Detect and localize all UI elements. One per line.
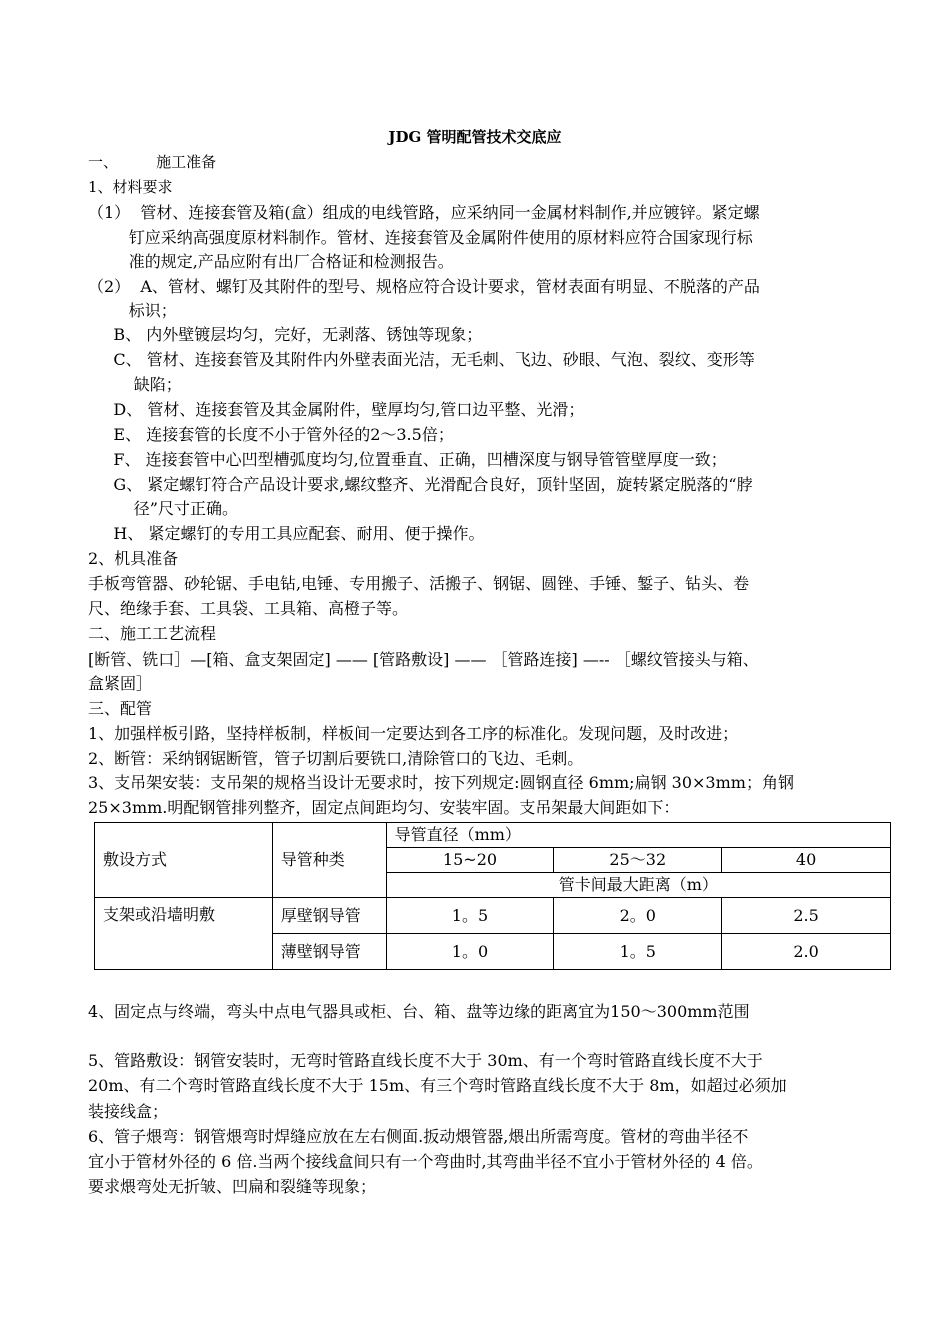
text-line: 25×3mm.明配钢管排列整齐，固定点间距均匀、安装牢固。支吊架最大间距如下：: [88, 798, 680, 817]
text-line: [断管、铣口］—[箱、盒支架固定] —— [管路敷设] —— ［管路连接] —-- ［螺纹管接头与箱、: [88, 650, 759, 669]
text-line: 径”尺寸正确。: [88, 499, 238, 518]
table-cell: 1。5: [386, 898, 554, 934]
text-line: H、 紧定螺钉的专用工具应配套、耐用、便于操作。: [88, 524, 485, 543]
text-line: B、 内外壁镀层均匀，完好，无剥落、锈蚀等现象；: [88, 325, 483, 344]
text-line: （2） A、管材、螺钉及其附件的型号、规格应符合设计要求，管材表面有明显、不脱落的产品: [88, 277, 760, 296]
table-subheader: 管卡间最大距离（m）: [386, 873, 890, 898]
text-line: G、 紧定螺钉符合产品设计要求,螺纹整齐、光滑配合良好，顶针坚固，旋转紧定脱落的“脖: [88, 475, 753, 494]
text-line: 准的规定,产品应附有出厂合格证和检测报告。: [88, 252, 454, 271]
text-line: C、 管材、连接套管及其附件内外壁表面光洁，无毛刺、飞边、砂眼、气泡、裂纹、变形等: [88, 350, 755, 369]
section-heading: 二、施工工艺流程: [88, 624, 217, 643]
table-header-method: 敷设方式: [95, 823, 273, 898]
text-line: 5、管路敷设：钢管安装时，无弯时管路直线长度不大于 30m、有一个弯时管路直线长度不大于: [88, 1051, 763, 1070]
subsection-heading: 2、机具准备: [88, 549, 179, 568]
support-spacing-table: [94, 822, 891, 970]
text-line: 要求煨弯处无折皱、凹扁和裂缝等现象；: [88, 1177, 377, 1196]
table-cell: 2.5: [722, 898, 891, 934]
subsection-heading: 1、材料要求: [88, 178, 173, 196]
table-size: 40: [722, 848, 891, 873]
text-line: F、 连接套管中心凹型槽弧度均匀,位置垂直、正确，凹槽深度与钢导管管壁厚度一致；: [88, 450, 727, 469]
text-line: 6、管子煨弯：钢管煨弯时焊缝应放在左右侧面.扳动煨管器,煨出所需弯度。管材的弯曲半径不: [88, 1127, 749, 1146]
table-cell: 1。5: [554, 934, 722, 970]
text-line: （1） 管材、连接套管及箱(盒）组成的电线管路，应采纳同一金属材料制作,并应镀锌。紧定螺: [88, 203, 760, 222]
table-cell: 2。0: [554, 898, 722, 934]
text-line: 盒紧固］: [88, 674, 153, 693]
text-line: 20m、有二个弯时管路直线长度不大于 15m、有三个弯时管路直线长度不大于 8m，如超过必须加: [88, 1076, 787, 1095]
text-line: D、 管材、连接套管及其金属附件，壁厚均匀,管口边平整、光滑；: [88, 400, 585, 419]
text-line: 装接线盒；: [88, 1102, 169, 1121]
table-row-type: 厚壁钢导管: [272, 898, 386, 934]
text-line: 2、断管：采纳钢锯断管，管子切割后要铣口,清除管口的飞边、毛刺。: [88, 749, 584, 768]
table-cell: 1。0: [386, 934, 554, 970]
text-line: 3、支吊架安装：支吊架的规格当设计无要求时，按下列规定:圆钢直径 6mm;扁钢 30×3mm；角钢: [88, 773, 794, 792]
text-line: 标识；: [88, 301, 177, 320]
table-size: 15~20: [386, 848, 554, 873]
text-line: 4、固定点与终端，弯头中点电气器具或柜、台、箱、盘等边缘的距离宜为150～300mm范围: [88, 1002, 750, 1021]
table-cell: 2.0: [722, 934, 891, 970]
text-line: 尺、绝缘手套、工具袋、工具箱、高橙子等。: [88, 599, 409, 618]
table-header-type: 导管种类: [272, 823, 386, 898]
document-title: JDG 管明配管技术交底应: [388, 128, 562, 146]
text-line: E、 连接套管的长度不小于管外径的2～3.5倍；: [88, 425, 454, 444]
section-heading: 一、 施工准备: [88, 153, 217, 171]
table-header-diameter: 导管直径（mm）: [386, 823, 890, 848]
text-line: 缺陷；: [88, 375, 182, 394]
table-size: 25～32: [554, 848, 722, 873]
table-method-value: 支架或沿墙明敷: [95, 898, 273, 970]
text-line: 1、加强样板引路，坚持样板制，样板间一定要达到各工序的标准化。发现问题，及时改进；: [88, 724, 739, 743]
text-line: 钉应采纳高强度原材料制作。管材、连接套管及金属附件使用的原材料应符合国家现行标: [88, 228, 753, 247]
text-line: 宜小于管材外径的 6 倍.当两个接线盒间只有一个弯曲时,其弯曲半径不宜小于管材外径的 4 倍。: [88, 1152, 763, 1171]
section-heading: 三、配管: [88, 699, 153, 718]
table-row-type: 薄壁钢导管: [272, 934, 386, 970]
text-line: 手板弯管器、砂轮锯、手电钻,电锤、专用搬子、活搬子、钢锯、圆锉、手锤、錾子、钻头、卷: [88, 574, 750, 593]
